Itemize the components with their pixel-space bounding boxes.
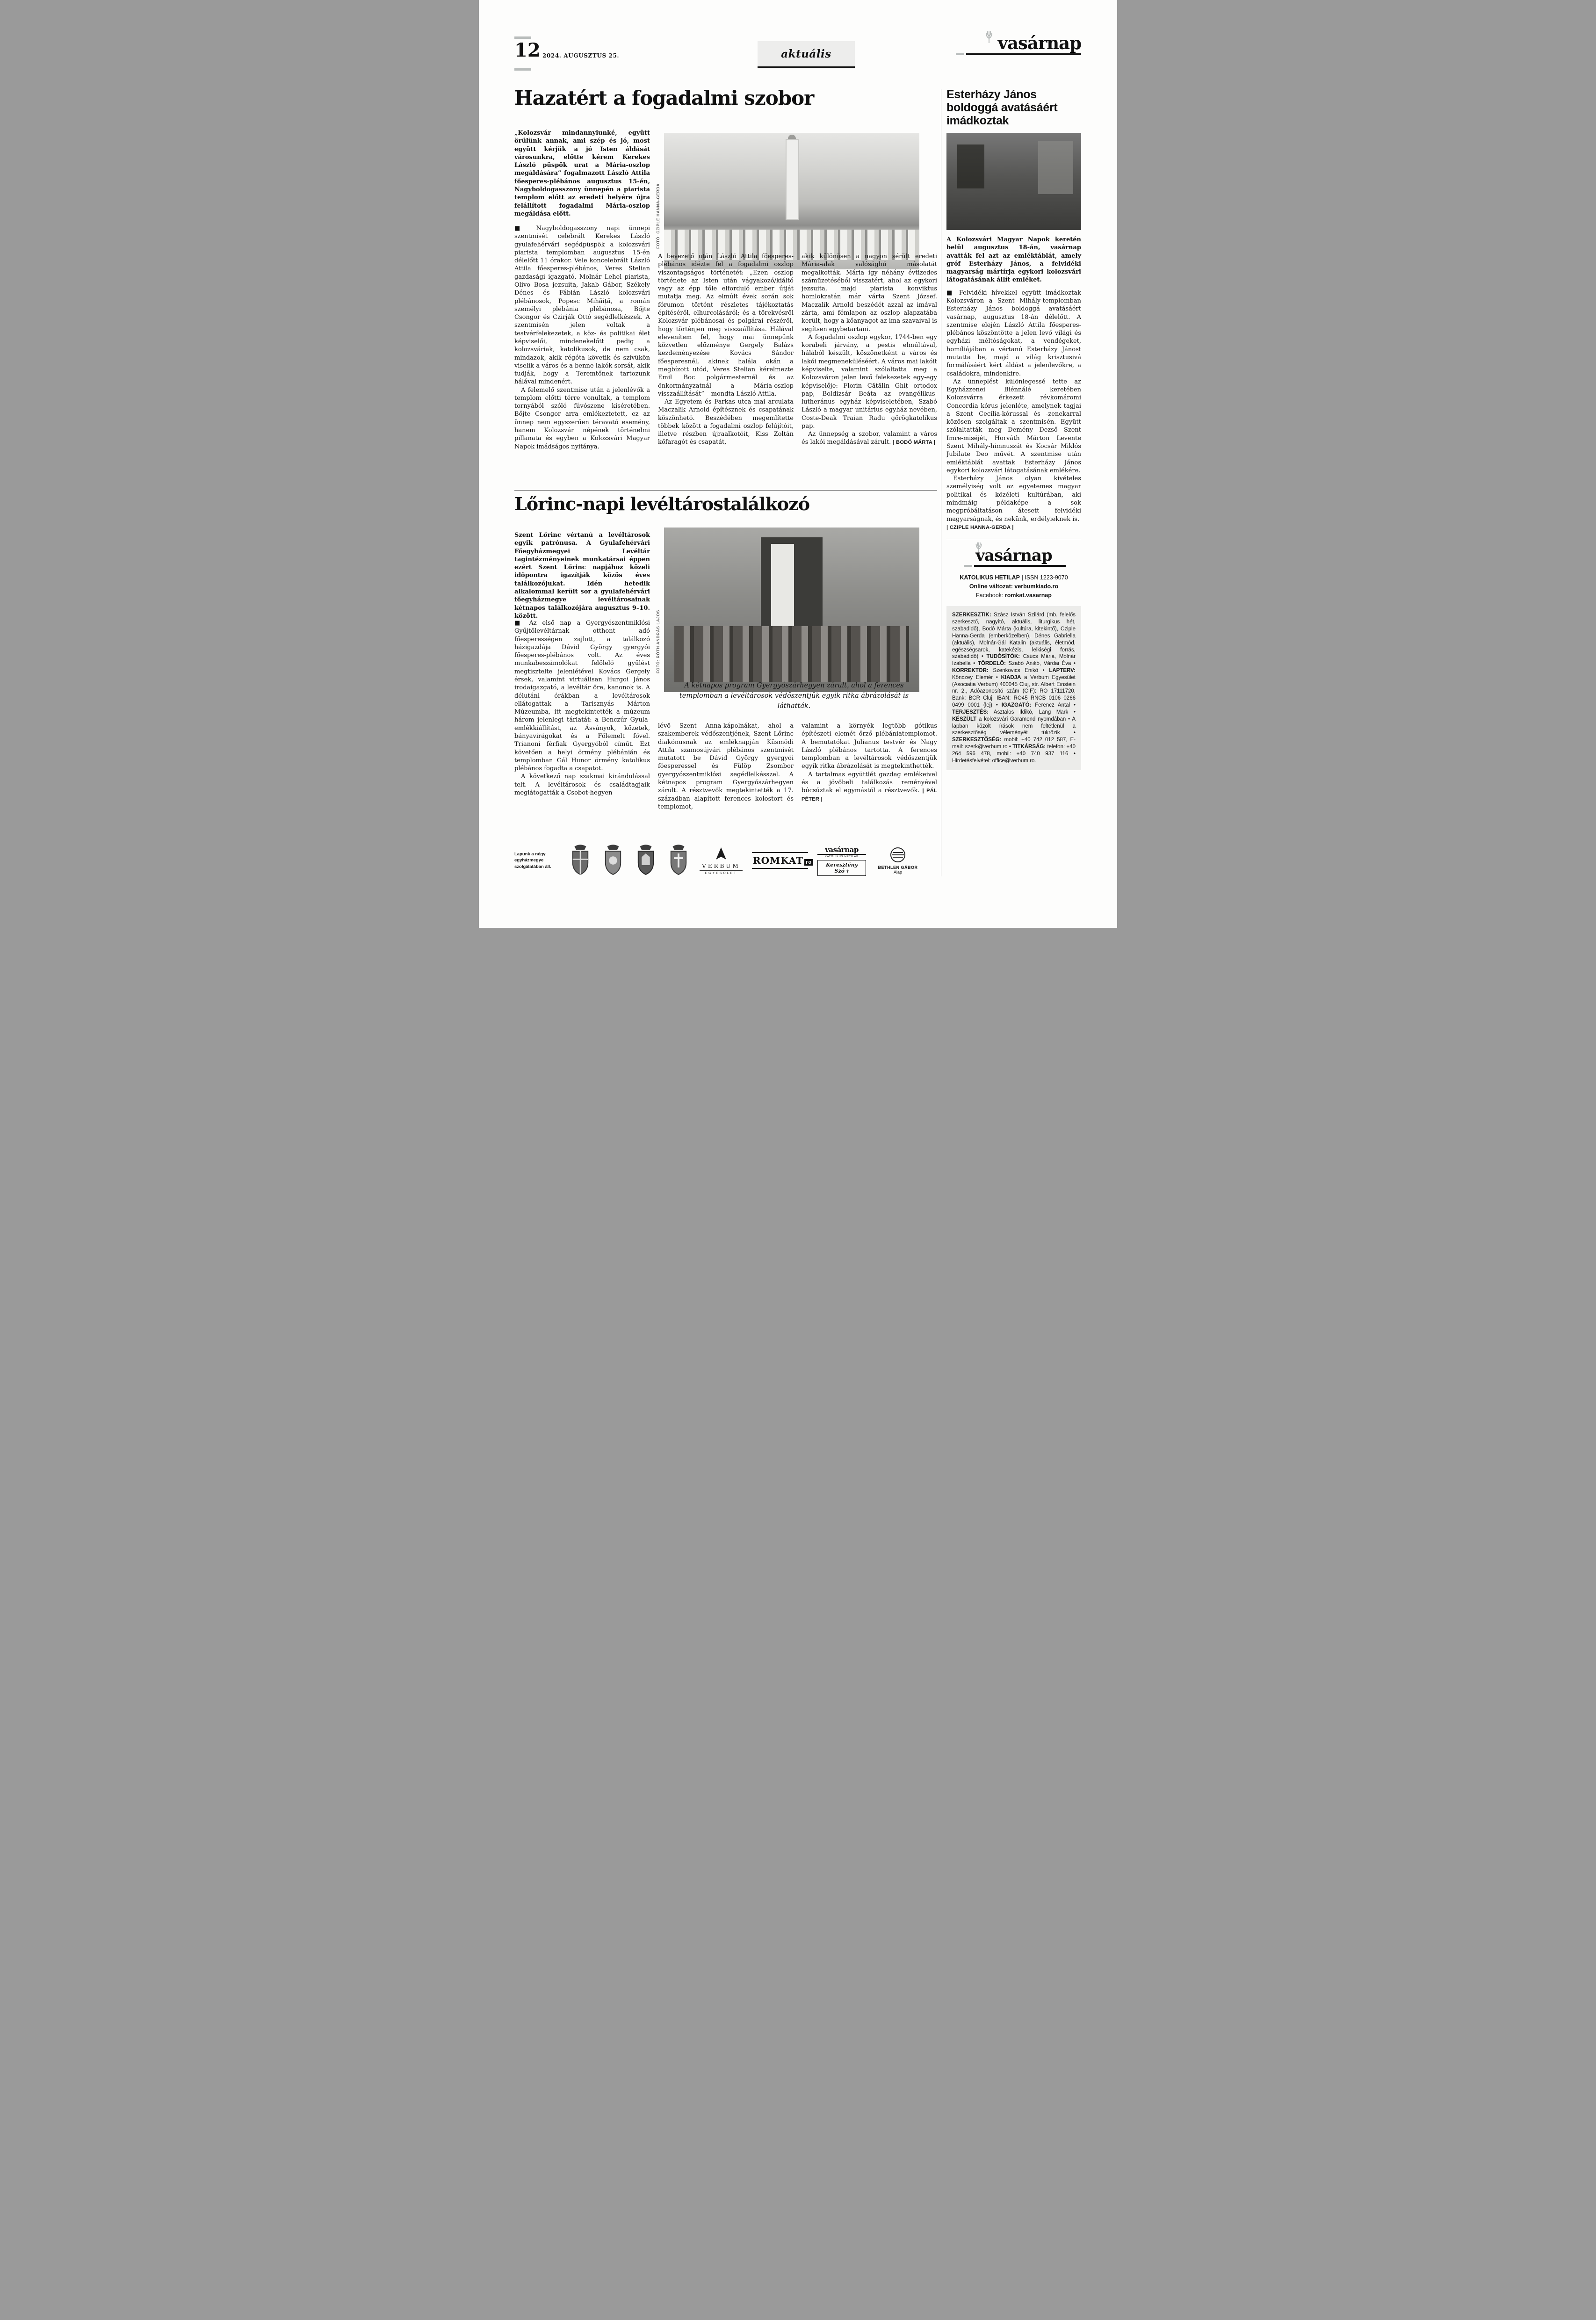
header-masthead	[956, 35, 1081, 55]
online-line: Online változat: verbumkiado.ro	[969, 583, 1059, 590]
masthead-box-underline	[974, 565, 1066, 567]
bethlen-label: BETHLEN GÁBOR	[878, 865, 918, 870]
main-photo-credit: FOTÓ: CZIPLE HANNA-GERDA	[656, 183, 660, 249]
footer-note: Lapunk a négy egyházmegye szolgálatában áll.	[514, 852, 551, 869]
issn-line: KATOLIKUS HETILAP | ISSN 1223-9070	[960, 574, 1068, 581]
newspaper-page	[479, 0, 1117, 928]
article-right-body	[946, 289, 1081, 531]
romkat-logo	[752, 852, 812, 869]
issue-date: 2024. AUGUSZTUS 25.	[542, 52, 620, 59]
diocese-crest-2-icon	[601, 844, 625, 877]
paragraph: lévő Szent Anna-kápolnákat, ahol a szakemberek védőszentjének, Szent Lőrinc diakónusnak az emléknapján Küsmődi Attila szamosújvári plébános szentmisét mutatott be Dávid György gyergyói főesperessel és Fülöp Zsombor gyergyószentmiklósi segédlelkésszel. A kétnapos program Gyergyószárhegyen zárult. A résztvevők megtekintették a 17. században alapított ferences kolostort és templomot,	[658, 723, 794, 810]
romkat-label: ROMKAT	[753, 855, 804, 866]
article-separator	[514, 490, 937, 491]
article-second-col2	[658, 722, 794, 827]
page-number: 12	[514, 39, 541, 61]
vasarnap-kereszteny-logo	[817, 846, 866, 876]
verbum-sublabel: EGYESÜLET	[705, 871, 737, 875]
article-right-headline: Esterházy János boldoggá avatásáért imádkoztak	[946, 88, 1058, 127]
article-main	[514, 88, 937, 487]
paragraph-with-byline	[802, 771, 937, 803]
main-photo	[664, 133, 919, 269]
facebook-line: Facebook: romkat.vasarnap	[976, 592, 1052, 599]
article-second	[514, 495, 937, 827]
archivists-photo-credit: FOTÓ: RÓTH ANDRÁS LAJOS	[656, 610, 660, 673]
paragraph: ■ Felvidéki hívekkel együtt imádkoztak Kolozsváron a Szent Mihály-templomban Esterházy János boldoggá avatásáért vasárnap, augusztus 18-án délelőtt. A szentmise elején László Attila főesperes-plébános köszöntötte a jelen levő világi és egyházi méltóságokat, a vendégeket, homíliájában a vértanú Esterházy Jánost mutatta be, majd a világ krisztusivá formálásáért kért áldást a jelenlevőkre, a családokra, mindenkire.	[946, 289, 1081, 377]
article-second-lead: Szent Lőrinc vértanú a levéltárosok egyik patrónusa. A Gyulafehérvári Főegyházmegyei Levéltár tagintézményeinek munkatársai éppen ezért Szent Lőrinc napjához közeli időpontra igazítják közös éves találkozójukat. Idén hetedik alkalommal került sor a gyulafehérvári főegyházmegye levéltárosainak kétnapos találkozójára augusztus 9–10. között.	[514, 532, 650, 620]
paragraph: Esterházy János olyan kivételes személyiség volt az egyetemes magyar politikai és közéleti kultúrában, aki mindmáig példaképe a sok megpróbáltatáson átesett felvidéki magyarságnak, és nekünk, erdélyieknek is.	[946, 475, 1081, 523]
verbum-sail-icon	[714, 846, 728, 860]
article-main-headline: Hazatért a fogadalmi szobor	[514, 87, 814, 109]
bethlen-gabor-logo	[875, 847, 920, 875]
diocese-crest-3-icon	[634, 844, 657, 877]
section-label: aktuális	[781, 47, 831, 60]
bethlen-emblem-icon	[890, 847, 906, 863]
verbum-logo	[700, 846, 743, 875]
masthead-underline	[966, 53, 1081, 55]
article-second-col3	[802, 722, 937, 827]
wheat-icon	[983, 31, 995, 43]
paragraph: A következő nap szakmai kirándulással telt. A levéltárosok és családtagjaik meglátogatták a Csobot-hegyen	[514, 773, 650, 796]
paragraph: valamint a környék legtöbb gótikus építészeti elemét őrző plébániatemplomot. A bemutatókat Julianus testvér és Nagy László plébános tartotta. A ferences templomban a levéltárosok védőszentjük egyik ritka ábrázolását is megtekinthették.	[802, 723, 937, 770]
diocese-crest-1-icon	[569, 844, 592, 877]
paragraph: ■ Nagyboldogasszony napi ünnepi szentmisét celebrált Kerekes László gyulafehérvári segédpüspök a kolozsvári piarista templomban augusztus 15-én délelőtt 11 órakor. Vele koncelebrált László Attila főesperes-plébános, Veres Stelian gazdasági igazgató, Molnár Lehel piarista, Olivo Bosa jezsuita, Jakab Gábor, Székely Dénes és Fábián László kolozsvári plébánosok, Popesc Mihăiță, a román személyi plébánia plébánosa, Bőjte Csongor és Czirják Ottó segédlelkészek. A szentmisén jelen voltak a testvérfelekezetek, a köz- és politikai élet képviselői, mindenekelőtt pedig a kolozsváriak, katolikusok, de nem csak, mindazok, akik régóta követik és szívükön viselik a város és a benne lakók sorsát, akik tudják, hogy a Teremtőnek tartozunk hálával mindenért.	[514, 225, 650, 386]
archivists-photo	[664, 528, 919, 692]
impressum-box	[946, 606, 1081, 770]
right-column	[946, 88, 1081, 770]
paragraph-with-byline	[802, 430, 937, 447]
photo-caption: A kétnapos program Gyergyószárhegyen zárult, ahol a ferences templomban a levéltárosok védőszentjük egyik ritka ábrázolását is láthatták.	[679, 682, 909, 710]
kereszteny-szo-label: Keresztény Szó †	[817, 860, 866, 876]
verbum-label: VERBUM	[700, 863, 743, 871]
paragraph-with-byline	[946, 475, 1081, 531]
paragraph: A tartalmas együttlét gazdag emlékeivel és a jövőbeli találkozás reményével búcsúztak el egymástól a résztvevők.	[802, 771, 937, 795]
romkat-suffix: ro	[804, 859, 813, 866]
paragraph: Az ünnepség a szobor, valamint a város és lakói megáldásával zárult.	[802, 431, 937, 446]
article-main-col1	[514, 224, 650, 486]
article-main-col2	[658, 253, 794, 486]
paragraph: ■ Az első nap a Gyergyószentmiklósi Gyűjtőlevéltárnak otthont adó főesperességen zajlott, a találkozó házigazdája Dávid György gyergyói főesperes-plébános volt. Az éves munkabeszámolókat felölelő gyűlést megtisztelte jelenlétével Kovács Gergely érsek, valamint virtuálisan Hurgoi János irodaigazgató, a levéltár őre, kanonok is. A délutáni órákban a levéltárosok ellátogattak a Tarisznyás Márton Múzeumba, itt megtekintették a múzeum három jelenlegi tárlatát: a Benczúr Gyula-emlékkiállítást, az Ásványok, kőzetek, bányavirágokat és a Fölemelt fővel. Trianoni férfiak Gyergyóból címűt. Ezt követően a helyi örmény plébánián és templomban Gál Hunor örmény katolikus plébános fogadta a csapatot.	[514, 620, 650, 773]
diocese-crest-4-icon	[667, 844, 690, 877]
paragraph: A fogadalmi oszlop egykor, 1744-ben egy korabeli járvány, a pestis elmúltával, hálából készült, köszönetként a város és lakói megmeneküléséért. A város mai lakóit képviselte, valamint szólaltatta meg a Kolozsváron jelen levő felekezetek egy-egy képviselője: Florin Cătălin Ghiț ortodox pap, Boldizsár Beáta az evangélikus-lutheránus egyház képviseletében, Szabó László a magyar unitárius egyház nevében, Coste-Deak Traian Radu görögkatolikus pap.	[802, 333, 937, 430]
paragraph: akik különösen a nagyon sérült eredeti Mária-alak valósághű másolatát megalkották. Mária így néhány évtizedes száműzetéséből visszatért, ahol az egykori jezsuita, majd piarista konviktus homlokzatán már várta Szent József. Maczalik Arnold beszédét azzal az imával zárta, ami fémlapon az oszlop alapzatába került, hogy a kőanyagot az ima szavaival is segítsen egybetartani.	[802, 253, 937, 333]
article-main-lead: „Kolozsvár mindannyiunké, együtt örülünk annak, ami szép és jó, most együtt kérjük a jó Isten áldását városunkra, előtte kérem Kerekes László püspök urat a Mária-oszlop megáldására” fogalmazott László Attila főesperes-plébános augusztus 15-én, Nagyboldogasszony ünnepén a piarista templom előtt az eredeti helyére újra felállított fogadalmi Mária-oszlop megáldása előtt.	[514, 130, 650, 217]
impressum-text: SZERKESZTIK: Szász István Szilárd (mb. felelős szerkesztő, nagyító, aktuális, liturgikus hét, szabadidő), Bodó Márta (kultúra, kitekintő), Cziple Hanna-Gerda (emberközelben), Dénes Gabriella (aktuális), Molnár-Gál Katalin (aktuális, életmód, egészségsarok, katekézis, lelkiségi forrás, szabadidő) • TUDÓSÍTÓK: Csúcs Mária, Molnár Izabella • TÖRDELŐ: Szabó Anikó, Várdai Éva • KORREKTOR: Szenkovics Enikő • LAPTERV: Könczey Elemér • KIADJA a Verbum Egyesület (Asociația Verbum) 400045 Cluj, str. Albert Einstein nr. 2., Adóazonosító szám (CIF): RO 17111720, Bank: BCR Cluj, IBAN: RO45 RNCB 0106 0266 0499 0001 (lej) • IGAZGATÓ: Ferencz Antal • TERJESZTÉS: Asztalos Ildikó, Lang Mark • KÉSZÜLT a kolozsvári Garamond nyomdában • A lapban közölt írások nem feltétlenül a szerkesztőség véleményét tükrözik • SZERKESZTŐSÉG: mobil: +40 742 012 587, E-mail: szerk@verbum.ro • TITKÁRSÁG: telefon: +40 264 596 478, mobil: +40 740 937 116 • Hirdetésfelvétel: office@verbum.ro.	[952, 612, 1076, 764]
article-second-byline: | PÁL PÉTER |	[802, 788, 937, 802]
article-second-headline: Lőrinc-napi levéltárostalálkozó	[514, 493, 810, 514]
masthead-box-wordmark: vasárnap	[975, 546, 1052, 565]
section-banner	[758, 41, 855, 68]
vasarnap-small-label: vasárnap	[817, 846, 866, 855]
masthead-wordmark: vasárnap	[997, 33, 1081, 53]
bethlen-sublabel: Alap	[893, 869, 902, 875]
article-main-byline: | BODÓ MÁRTA |	[893, 440, 936, 446]
masthead-section	[946, 548, 1081, 600]
paragraph: A bevezető után László Attila főesperes-plébános idézte fel a fogadalmi oszlop viszontagságos történetét: „Ezen oszlop története az Isten után vágyakozó/kiáltó vagy az épp tőle elforduló ember útját mutatja meg. Az elmúlt évek során sok fórumon történt részletes tájékoztatás építéséről, elhurcolásáról; és a törekvésről Kolozsvár plébánosai és polgárai részéről, hogy történjen meg visszaállítása. Hálával elevenítem fel, hogy mai ünnepünk közvetlen előzménye Gergely Balázs kezdeményezése Kovács Sándor főesperesnél, akinek halála okán a megbízott utód, Veres Stelian kérelmezte Emil Boc polgármesternél és az önkormányzatnál a Mária-oszlop visszaállítását” – mondta László Attila.	[658, 253, 794, 398]
paragraph: Az ünneplést különlegessé tette az Egyházzenei Biénnálé keretében Kolozsvárra érkezett révkomáromi Concordia kórus jelenléte, amelynek tagjai a Szent Cecília-kórussal és -zenekarral közösen szolgáltak a szentmisén. Együtt szólaltatták meg Demény Dezső Szent Imre-miséjét, Horváth Márton Levente Szent Mihály-himnuszát és Kocsár Miklós Jubilate Deo művét. A szentmise után emléktáblát avattak Esterházy János egykori kolozsvári látogatásának emlékére.	[946, 378, 1081, 474]
article-right-byline: | CZIPLE HANNA-GERDA |	[946, 524, 1014, 530]
article-second-col1	[514, 619, 650, 827]
article-right-lead: A Kolozsvári Magyar Napok keretén belül augusztus 18-án, vasárnap avatták fel azt az emléktáblát, amely gróf Esterházy János, a felvidéki magyarság mártírja egykori kolozsvári látogatásának állít emléket.	[946, 236, 1081, 284]
header-dash-bottom	[514, 68, 531, 71]
header-dash-top	[514, 36, 531, 39]
esterhazy-photo	[946, 133, 1081, 230]
paragraph: A felemelő szentmise után a jelenlévők a templom előtti térre vonultak, a templom tornyából szóló fúvószene kíséretében. Bőjte Csongor arra emlékeztetett, ez az ünnep nem egyszerűen téravató esemény, hanem Kolozsvár népének történelmi pillanata és egyben a Kolozsvári Magyar Napok imádságos nyitánya.	[514, 386, 650, 450]
footer-strip	[514, 833, 937, 888]
article-main-col3	[802, 253, 937, 486]
paragraph: Az Egyetem és Farkas utca mai arculata Maczalik Arnold építésznek és csapatának köszönhető. Beszédében megemlítette többek között a fogadalmi oszlop felújítóit, illetve részben újraalkotóit, Kiss Zoltán kőfaragót és csapatát,	[658, 398, 794, 446]
vasarnap-small-sublabel: KATOLIKUS HETILAP	[825, 855, 859, 858]
